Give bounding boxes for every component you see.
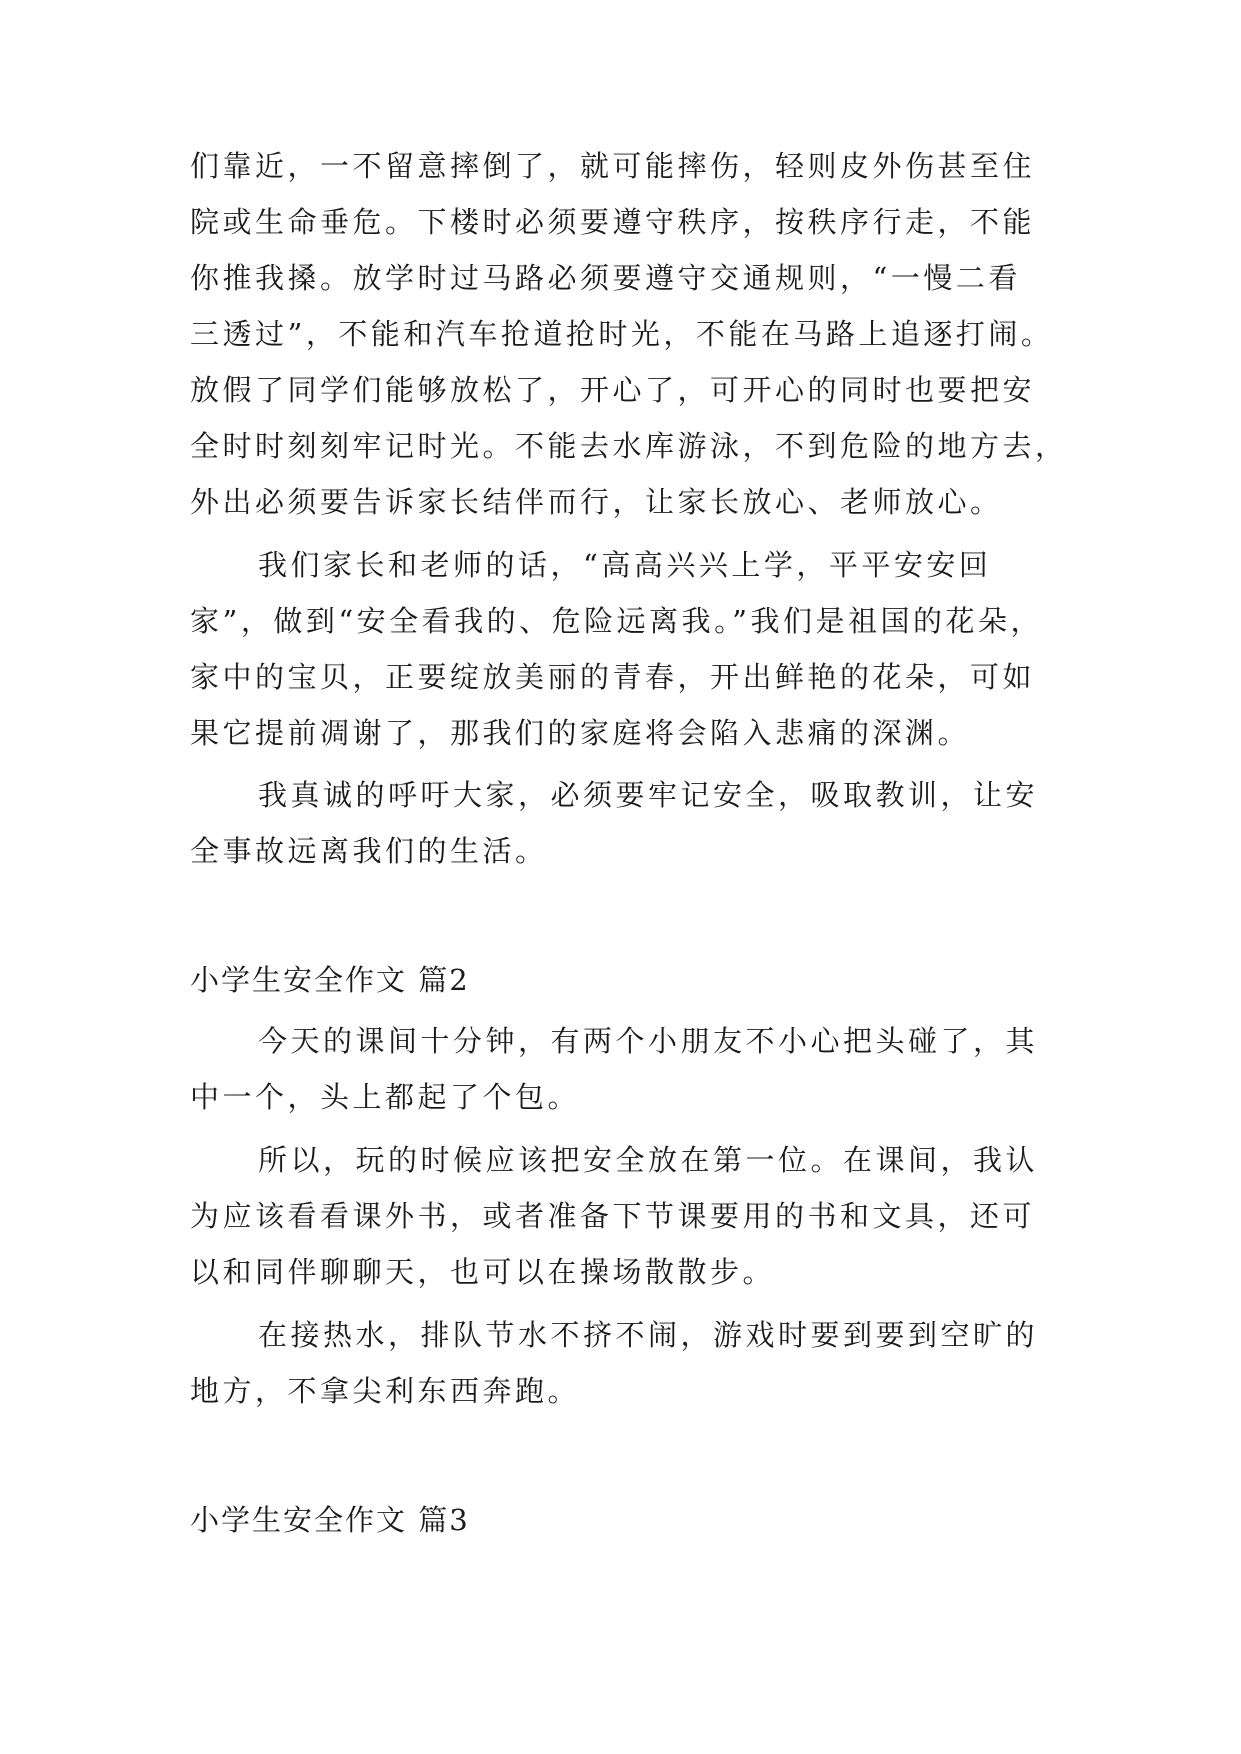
text-line: 地方，不拿尖利东西奔跑。 xyxy=(190,1374,581,1408)
text-line: 三透过”，不能和汽车抢道抢时光，不能在马路上追逐打闹。 xyxy=(190,317,1054,351)
text-line: 全事故远离我们的生活。 xyxy=(190,834,548,868)
section-heading: 小学生安全作文 篇3 xyxy=(190,1503,470,1537)
text-line: 今天的课间十分钟，有两个小朋友不小心把头碰了，其 xyxy=(258,1024,1039,1058)
text-line: 我真诚的呼吁大家，必须要牢记安全，吸取教训，让安 xyxy=(258,778,1039,812)
text-line: 以和同伴聊聊天，也可以在操场散散步。 xyxy=(190,1255,776,1289)
text-line: 家”，做到“安全看我的、危险远离我。”我们是祖国的花朵， xyxy=(190,604,1043,638)
text-line: 果它提前凋谢了，那我们的家庭将会陷入悲痛的深渊。 xyxy=(190,716,971,750)
text-line: 在接热水，排队节水不挤不闹，游戏时要到要到空旷的 xyxy=(258,1318,1039,1352)
text-line: 为应该看看课外书，或者准备下节课要用的书和文具，还可 xyxy=(190,1199,1036,1233)
text-line: 你推我搡。放学时过马路必须要遵守交通规则，“一慢二看 xyxy=(190,261,1021,295)
text-line: 所以，玩的时候应该把安全放在第一位。在课间，我认 xyxy=(258,1143,1039,1177)
section-heading: 小学生安全作文 篇2 xyxy=(190,963,470,997)
text-line: 我们家长和老师的话，“高高兴兴上学，平平安安回 xyxy=(258,548,992,582)
text-line: 全时时刻刻牢记时光。不能去水库游泳，不到危险的地方去， xyxy=(190,429,1068,463)
text-line: 中一个，头上都起了个包。 xyxy=(190,1080,581,1114)
text-line: 们靠近，一不留意摔倒了，就可能摔伤，轻则皮外伤甚至住 xyxy=(190,149,1036,183)
text-line: 院或生命垂危。下楼时必须要遵守秩序，按秩序行走，不能 xyxy=(190,205,1036,239)
text-line: 外出必须要告诉家长结伴而行，让家长放心、老师放心。 xyxy=(190,485,1003,519)
text-line: 家中的宝贝，正要绽放美丽的青春，开出鲜艳的花朵，可如 xyxy=(190,660,1036,694)
text-line: 放假了同学们能够放松了，开心了，可开心的同时也要把安 xyxy=(190,373,1036,407)
